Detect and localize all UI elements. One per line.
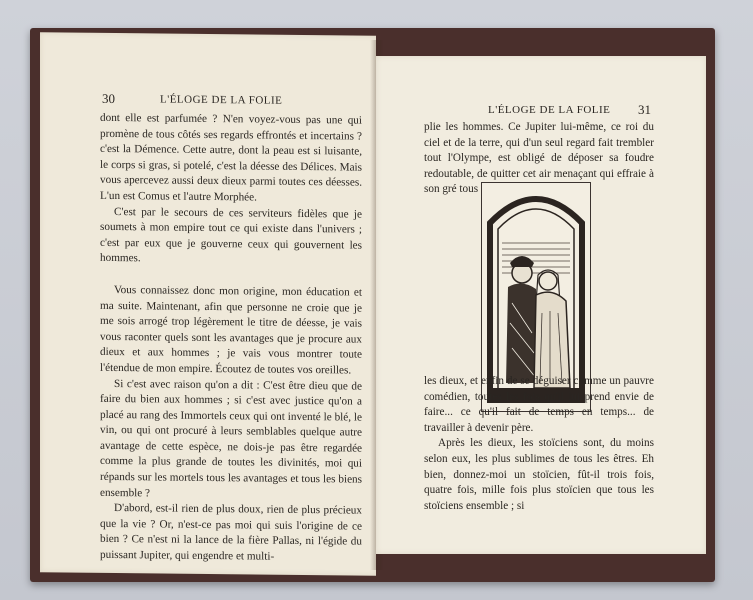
left-paragraph-4: Si c'est avec raison qu'on a dit : C'est être dieu que de faire du bien aux hommes ; si c'est avec justice qu'on a placé au rang des Immortels ceux qui ont inventé le blé, le vin, ou qui ont procuré à leurs semblables quelque autre avantage de cette espèce, ne dois-je pas être regardée comme la plus grande de toutes les divinités, moi qui répands sur les mortels tous les avantages et tous les biens ensemble ? (100, 377, 362, 500)
right-bottom-text (424, 374, 654, 514)
left-page (40, 32, 376, 576)
left-paragraph-3: Vous connaissez donc mon origine, mon éducation et ma suite. Maintenant, afin que personne ne croie que je me sois arrogé trop légèrement le titre de déesse, je vais vous raconter quels sont les avantages que je procure aux dieux et aux hommes ; je vais vous montrer toute l'étendue de mon empire. Écoutez de toutes vos oreilles. (100, 283, 362, 377)
right-paragraph-2: Après les dieux, les stoïciens sont, du moins selon eux, les plus sublimes de tous les êtres. Eh bien, donnez-moi un stoïcien, fût-il trois fois, quatre fois, mille fois plus stoïcien que tous les stoïciens ensemble ; si (424, 437, 654, 512)
left-paragraph-2: C'est par le secours de ces serviteurs fidèles que je soumets à mon empire tout ce qui existe dans l'univers ; c'est par eux que je gouverne ceux qui gouvernent les hommes. (100, 205, 362, 265)
left-paragraph-1: dont elle est parfumée ? N'en voyez-vous pas une qui promène de tous côtés ses regards effrontés et incertains ? c'est la Démence. Cette autre, dont la peau est si luisante, le corps si gras, si potelé, c'est la déesse des Délices. Mais vous apercevez aussi deux dieux parmi toutes ces déesses. L'un est Comus et l'autre Morphée. (100, 111, 362, 204)
left-page-number: 30 (102, 90, 115, 107)
right-page (376, 56, 706, 554)
left-running-header: L'ÉLOGE DE LA FOLIE (160, 93, 283, 107)
right-paragraph-1: les dieux, et enfin de se déguiser comme un pauvre comédien, toutes les fois qu'il lui prend envie de faire... ce qu'il fait de temps en temps... de travailler à devenir père. (424, 375, 654, 434)
right-paragraph-top: plie les hommes. Ce Jupiter lui-même, ce roi du ciel et de la terre, qui d'un seul regard fait trembler tout l'Olympe, est obligé de déposer sa foudre redoutable, de quitter cet air menaçant qui effraie à son gré tous (424, 121, 654, 196)
right-page-number: 31 (638, 102, 651, 117)
right-running-header: L'ÉLOGE DE LA FOLIE (488, 104, 611, 116)
left-page-text (100, 111, 362, 566)
left-paragraph-5: D'abord, est-il rien de plus doux, rien de plus précieux que la vie ? Or, n'est-ce pas moi qui suis l'origine de ce bien ? Ce n'est ni la lance de la fière Pallas, ni l'égide du puissant Jupiter, qui engendre et multi- (100, 502, 362, 563)
